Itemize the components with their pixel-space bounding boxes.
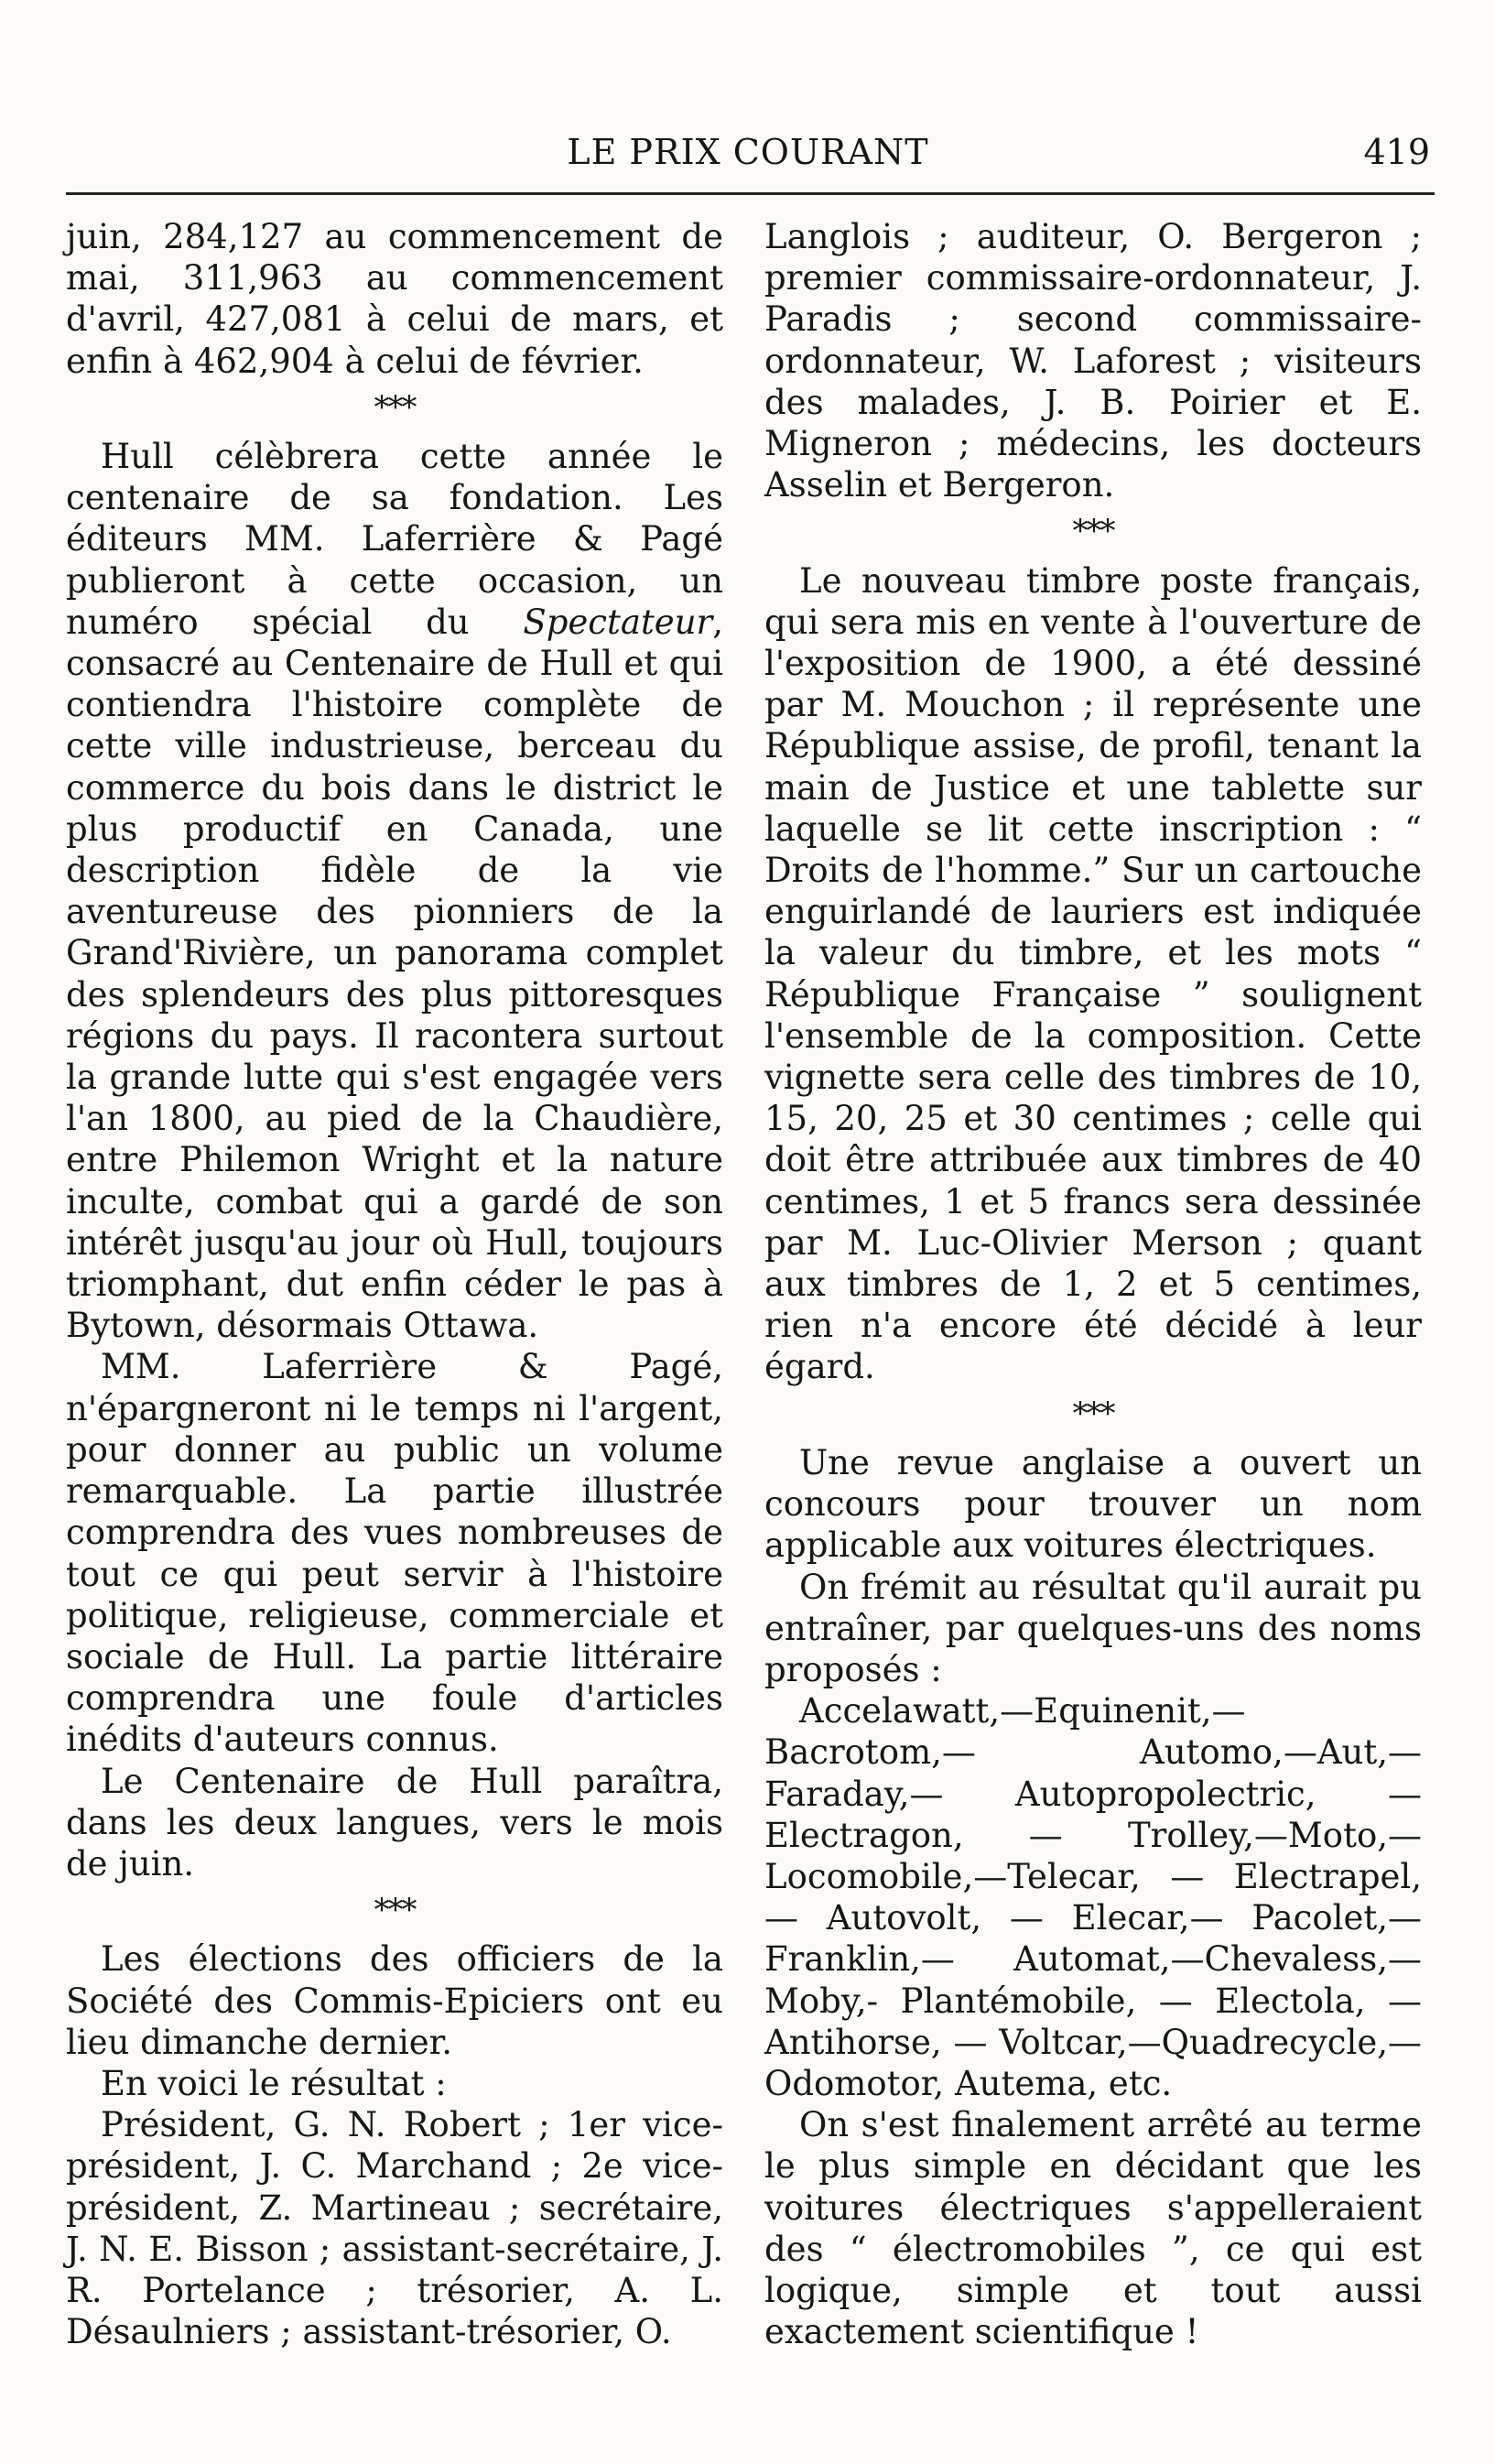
paragraph-results-intro: En voici le résultat : bbox=[101, 2063, 447, 2103]
paragraph-population: juin, 284,127 au commencement de mai, 311,963 au commencement d'avril, 427,081 à celui de mars, et enfin à 462,904 à celui de février. bbox=[66, 217, 723, 381]
paragraph-postage-stamp: Le nouveau timbre poste français, qui sera mis en vente à l'ouverture de l'exposition de 1900, a été dessiné par M. Mouchon ; il représente une République assise, de profil, tenant la main de Justice et une tablette sur laquelle se lit cette inscription : “ Droits de l'homme.” Sur un cartouche enguirlandé de lauriers est indiquée la valeur du timbre, et les mots “ République Française ” soulignent l'ensemble de la composition. Cette vignette sera celle des timbres de 10, 15, 20, 25 et 30 centimes ; celle qui doit être attribuée aux timbres de 40 centimes, 1 et 5 francs sera dessinée par M. Luc-Olivier Merson ; quant aux timbres de 1, 2 et 5 centimes, rien n'a encore été décidé à leur égard. bbox=[764, 560, 1422, 1387]
paragraph-proposed-intro: On frémit au résultat qu'il aurait pu entraîner, par quelques-uns des noms proposés : bbox=[764, 1567, 1422, 1689]
header-rule bbox=[66, 192, 1435, 195]
paragraph-elections: Les élections des officiers de la Société des Commis-Epiciers ont eu lieu dimanche dernier. bbox=[66, 1939, 723, 2062]
page-header bbox=[66, 125, 1430, 183]
paragraph-proposed-names: Accelawatt,—Equinenit,— Bacrotom,— Automo,—Aut,— Faraday,— Autopropolectric, — Electragon, — Trolley,—Moto,— Locomobile,—Telecar, — Electrapel, — Autovolt, — Elecar,— Pacolet,— Franklin,— Automat,—Chevaless,—Moby,- Plantémobile, — Electola, — Antihorse, — Voltcar,—Quadrecycle,—Odomotor, Autema, etc. bbox=[764, 1691, 1422, 2103]
paragraph-publishers: MM. Laferrière & Pagé, n'épargneront ni le temps ni l'argent, pour donner au public un volume remarquable. La partie illustrée comprendra des vues nombreuses de tout ce qui peut servir à l'histoire politique, religieuse, commerciale et sociale de Hull. La partie littéraire comprendra une foule d'articles inédits d'auteurs connus. bbox=[66, 1347, 723, 1760]
running-title: LE PRIX COURANT bbox=[567, 132, 929, 172]
paragraph-hull-centenary: Hull célèbrera cette année le centenaire de sa fondation. Les éditeurs MM. Laferrière & Pagé publieront à cette occasion, un numéro spécial du Spectateur, consacré au Centenaire de Hull et qui contiendra l'histoire complète de cette ville industrieuse, berceau du commerce du bois dans le district le plus productif en Canada, une description fidèle de la vie aventureuse des pionniers de la Grand'Rivière, un panorama complet des splendeurs des plus pittoresques régions du pays. Il racontera surtout la grande lutte qui s'est engagée vers l'an 1800, au pied de la Chaudière, entre Philemon Wright et la nature inculte, combat qui a gardé de son intérêt jusqu'au jour où Hull, toujours triomphant, dut enfin céder le pas à Bytown, désormais Ottawa. bbox=[66, 437, 723, 1346]
section-separator: *** bbox=[374, 1892, 416, 1929]
section-separator: *** bbox=[1072, 513, 1114, 550]
paragraph-officers-continued: Langlois ; auditeur, O. Bergeron ; premier commissaire-ordonnateur, J. Paradis ; second commissaire-ordonnateur, W. Laforest ; visiteurs des malades, J. B. Poirier et E. Migneron ; médecins, les docteurs Asselin et Bergeron. bbox=[764, 217, 1422, 505]
right-column bbox=[764, 216, 1422, 2352]
left-column bbox=[66, 216, 723, 2352]
section-separator: *** bbox=[374, 388, 416, 426]
paragraph-contest: Une revue anglaise a ouvert un concours pour trouver un nom applicable aux voitures électriques. bbox=[764, 1442, 1422, 1566]
spectateur-title: Spectateur bbox=[523, 602, 713, 642]
paragraph-officers-list: Président, G. N. Robert ; 1er vice-président, J. C. Marchand ; 2e vice-président, Z. Martineau ; secrétaire, J. N. E. Bisson ; assistant-secrétaire, J. R. Portelance ; trésorier, A. L. Désaulniers ; assistant-trésorier, O. bbox=[66, 2105, 723, 2352]
paragraph-publication-date: Le Centenaire de Hull paraîtra, dans les deux langues, vers le mois de juin. bbox=[66, 1761, 723, 1883]
paragraph-conclusion: On s'est finalement arrêté au terme le plus simple en décidant que les voitures électriques s'appelleraient des “ électromobiles ”, ce qui est logique, simple et tout aussi exactement scientifique ! bbox=[764, 2105, 1422, 2352]
section-separator: *** bbox=[1072, 1395, 1114, 1432]
page-number: 419 bbox=[1363, 132, 1430, 172]
